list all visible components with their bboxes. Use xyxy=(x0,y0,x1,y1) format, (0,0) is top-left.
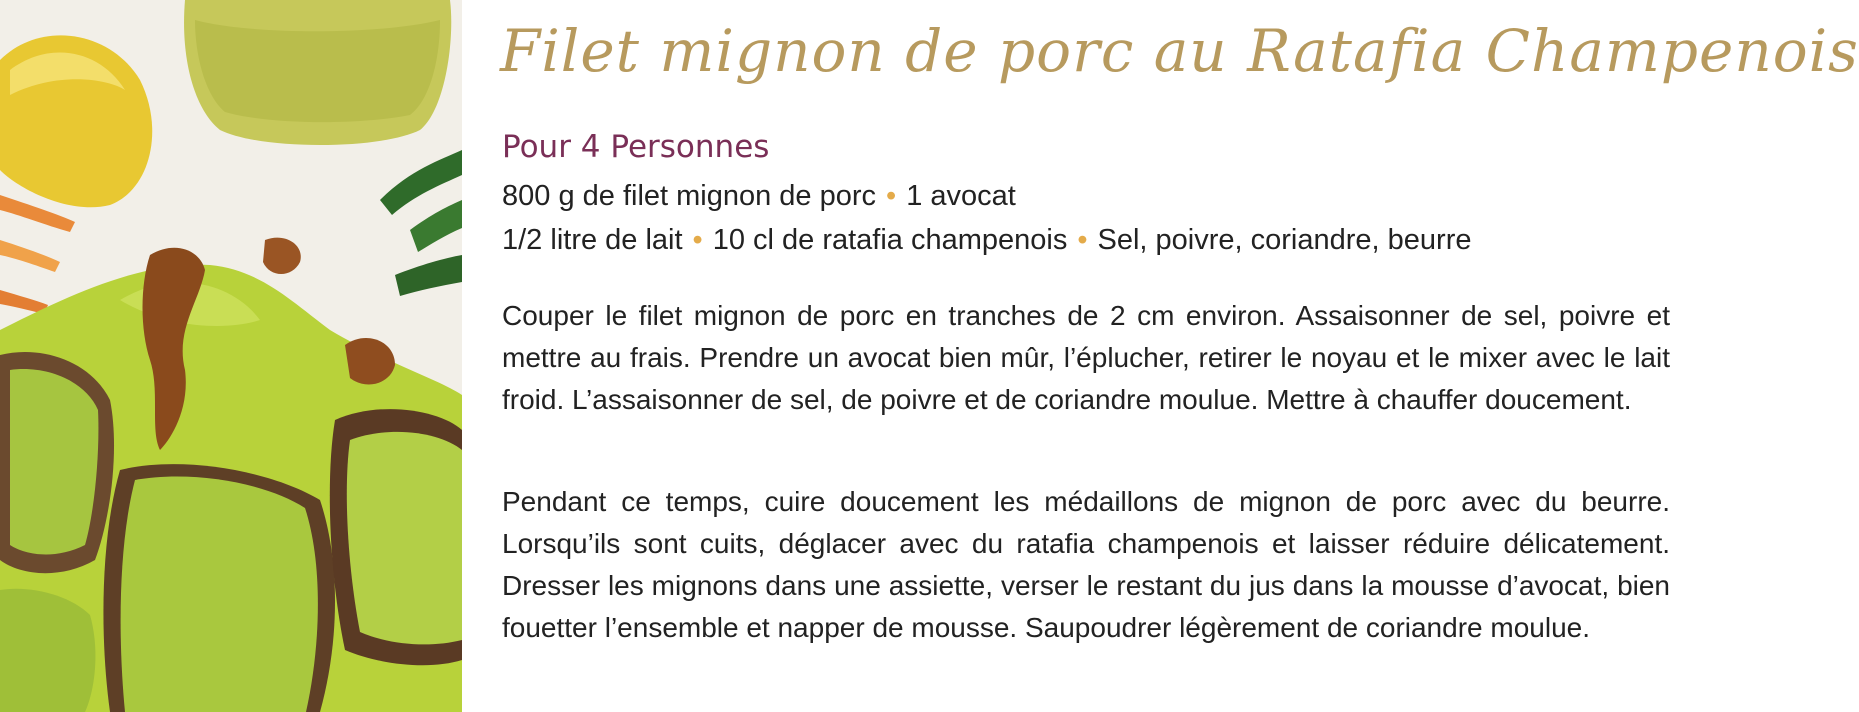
instruction-paragraph: Pendant ce temps, cuire doucement les médaillons de mignon de porc avec du beurre. Lorsqu’ils sont cuits, déglacer avec du ratafia champenois et laisser réduire délicatement. Dresser les mignons dans une assiette, verser le restant du jus dans la mousse d’avocat, bien fouetter l’ensemble et napper de mousse. Saupoudrer légèrement de coriandre moulue. xyxy=(502,486,1670,643)
ingredient-line xyxy=(502,174,1674,218)
ingredient-line xyxy=(502,218,1674,262)
bullet-separator: • xyxy=(1077,224,1088,256)
dish-photo-illustration xyxy=(0,0,462,712)
dish-photo xyxy=(0,0,462,712)
ingredient-item: Sel, poivre, coriandre, beurre xyxy=(1097,224,1472,256)
bullet-separator: • xyxy=(886,180,897,212)
recipe-card xyxy=(500,0,1859,712)
ingredient-item: 800 g de filet mignon de porc xyxy=(502,180,877,212)
recipe-title: Filet mignon de porc au Ratafia Champenois xyxy=(500,17,1859,85)
bullet-separator: • xyxy=(692,224,703,256)
ingredient-item: 1 avocat xyxy=(906,180,1016,212)
ingredient-list xyxy=(502,174,1674,262)
ingredient-item: 1/2 litre de lait xyxy=(502,224,683,256)
servings-label: Pour 4 Personnes xyxy=(502,129,770,165)
ingredient-item: 10 cl de ratafia champenois xyxy=(712,224,1068,256)
instruction-paragraph: Couper le filet mignon de porc en tranches de 2 cm environ. Assaisonner de sel, poivre et mettre au frais. Prendre un avocat bien mûr, l’éplucher, retirer le noyau et le mixer avec le lait froid. L’assaisonner de sel, de poivre et de coriandre moulue. Mettre à chauffer doucement. xyxy=(502,300,1670,415)
